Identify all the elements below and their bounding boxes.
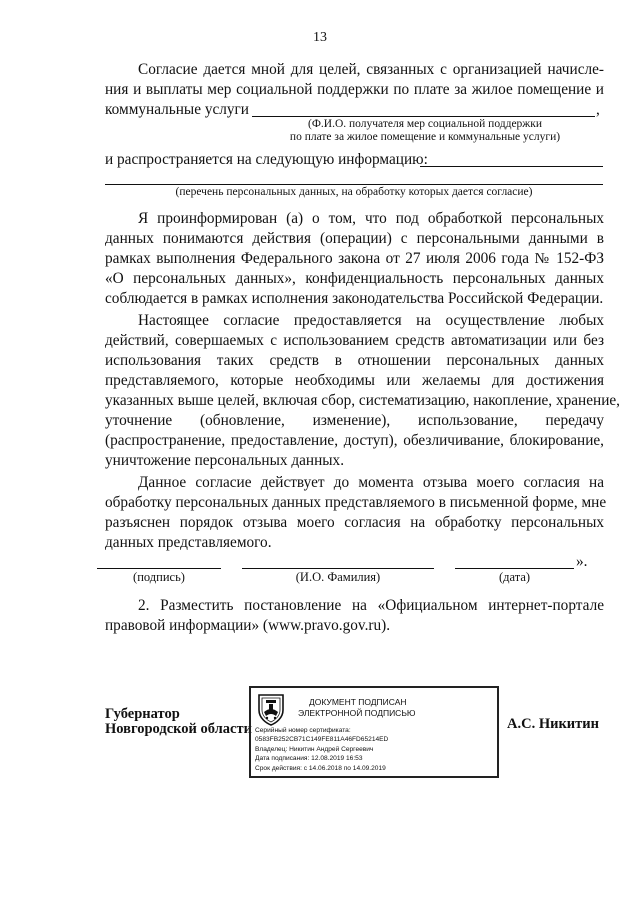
consent-purpose-line-1: Согласие дается мной для целей, связанных с организацией начисле- [138, 61, 604, 78]
signatory-title-line-2: Новгородской области [105, 721, 252, 737]
signatory-name: А.С. Никитин [507, 716, 599, 732]
scope-line-2: действий, совершаемых с использованием средств автоматизации или без [105, 332, 604, 349]
recipient-field-comma: , [596, 101, 600, 118]
validity-line-1: Данное согласие действует до момента отзыва моего согласия на [138, 474, 604, 491]
recipient-caption-line-1: (Ф.И.О. получателя мер социальной поддержки [308, 118, 542, 130]
scope-line-1: Настоящее согласие предоставляется на осуществление любых [138, 312, 604, 329]
stamp-owner: Владелец: Никитин Андрей Сергеевич [255, 746, 374, 753]
scope-line-8: уничтожение персональных данных. [105, 452, 345, 469]
date-field-line [455, 568, 574, 569]
informed-line-5: соблюдается в рамках исполнения законодательства Российской Федерации. [105, 290, 604, 307]
consent-purpose-line-3: коммунальные услуги [105, 101, 249, 118]
signature-caption: (подпись) [133, 570, 185, 584]
recipient-caption-line-2: по плате за жилое помещение и коммунальные услуги) [289, 131, 561, 143]
stamp-serial-number: 0583FB252CB71C149FE811A46FD65214ED [255, 736, 389, 743]
name-field-line [242, 568, 434, 569]
item2-line-1: 2. Разместить постановление на «Официальном интернет-портале [138, 597, 604, 614]
info-scope-caption: (перечень персональных данных, на обработку которых дается согласие) [175, 186, 533, 198]
scope-line-5: указанных выше целей, включая сбор, систематизацию, накопление, хранение, [105, 392, 621, 409]
validity-line-2: обработку персональных данных представляемого в письменной форме, мне [105, 494, 607, 511]
stamp-signed-date: Дата подписания: 12.08.2019 16:53 [255, 755, 363, 762]
scope-line-6: уточнение (обновление, изменение), использование, передачу [105, 412, 604, 429]
stamp-header-line-2: ЭЛЕКТРОННОЙ ПОДПИСЬЮ [298, 708, 416, 718]
scope-line-7: (распространение, предоставление, доступ), обезличивание, блокирование, [105, 432, 604, 449]
stamp-header-line-1: ДОКУМЕНТ ПОДПИСАН [309, 697, 407, 707]
info-scope-label: и распространяется на следующую информацию: [105, 151, 428, 168]
scope-line-4: представляемого, которые необходимы или желаемы для достижения [105, 372, 604, 389]
coat-of-arms-icon [256, 692, 286, 726]
stamp-validity: Срок действия: с 14.06.2018 по 14.09.2019 [255, 765, 386, 772]
informed-line-1: Я проинформирован (а) о том, что под обработкой персональных [138, 210, 604, 227]
scope-line-3: использования таких средств в отношении персональных данных [105, 352, 604, 369]
informed-line-3: рамках выполнения Федерального закона от 27 июля 2006 года № 152-ФЗ [105, 250, 604, 267]
page-number: 13 [313, 30, 327, 45]
closing-quote: ». [576, 553, 588, 570]
item2-line-2: правовой информации» (www.pravo.gov.ru). [105, 617, 391, 634]
info-scope-field-line [420, 166, 603, 167]
validity-line-4: данных представляемого. [105, 534, 272, 551]
name-caption: (И.О. Фамилия) [295, 570, 381, 584]
consent-purpose-line-2: ния и выплаты мер социальной поддержки по плате за жилое помещение и [105, 81, 604, 98]
informed-line-2: данных понимаются действия (операции) с персональными данными в [105, 230, 604, 247]
stamp-serial-label: Серийный номер сертификата: [255, 727, 351, 734]
e-signature-stamp [249, 686, 499, 778]
informed-line-4: «О персональных данных», конфиденциальность персональных данных [105, 270, 604, 287]
validity-line-3: разъяснен порядок отзыва моего согласия на обработку персональных [105, 514, 604, 531]
date-caption: (дата) [498, 570, 531, 584]
signature-field-line [97, 568, 221, 569]
signatory-title-line-1: Губернатор [105, 706, 180, 722]
